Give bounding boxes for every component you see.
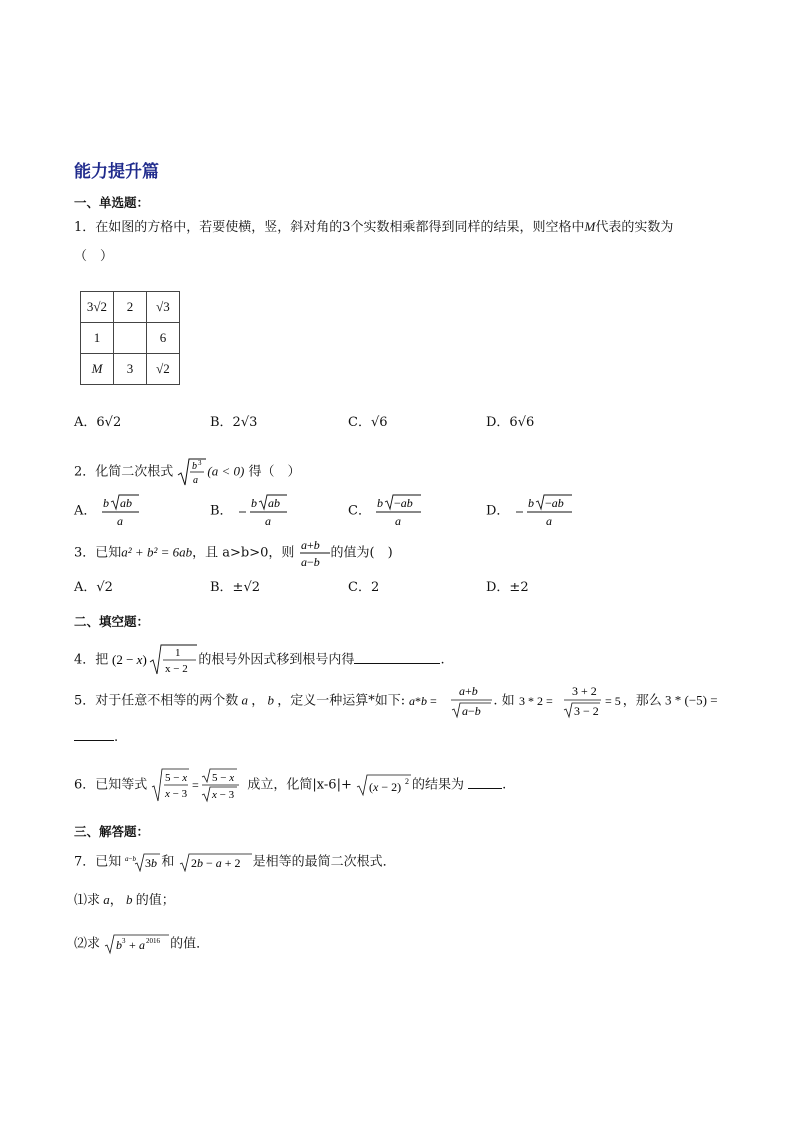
svg-text:5 − x: 5 − x (165, 772, 188, 784)
question-5-text3: . 如 (493, 693, 515, 709)
svg-text:2016: 2016 (146, 937, 161, 945)
question-4 (74, 644, 445, 676)
question-5-end: . (114, 730, 119, 745)
grid-cell (147, 354, 180, 385)
magic-square-grid (80, 291, 180, 385)
radical-b3-plus-a2016 (104, 933, 170, 955)
page-title: 能力提升篇 (74, 162, 159, 182)
question-2-text: 2．化简二次根式 (74, 464, 174, 480)
question-3-text2: ，且 a>b>0，则 (192, 545, 295, 561)
q3-option-b: B．±√2 (210, 580, 261, 595)
q1-option-a: A．6√2 (74, 415, 122, 430)
question-6-end: . (502, 777, 507, 793)
section-heading-solution: 三、解答题： (74, 824, 150, 839)
svg-text:ab: ab (119, 496, 132, 510)
svg-text:5 − x: 5 − x (212, 772, 235, 784)
svg-text:a+b: a+b (459, 684, 479, 698)
grid-cell-value: 2 (126, 299, 134, 314)
question-7-part-2-text: ⑵求 (74, 936, 101, 952)
answer-blank[interactable] (74, 740, 114, 741)
question-1-paren: （ ） (74, 249, 114, 264)
grid-cell (114, 354, 147, 385)
operation-example (519, 683, 623, 719)
svg-text:a−b: a−b (125, 855, 137, 863)
section-heading-fill-blank: 二、填空题： (74, 614, 150, 629)
q1-option-b: B．2√3 (210, 415, 258, 430)
q2-option-a (74, 494, 141, 528)
question-7-text: 7．已知 (74, 854, 122, 870)
svg-text:+: + (129, 938, 136, 952)
q2-option-d (486, 494, 574, 528)
svg-text:x − 3: x − 3 (212, 789, 235, 801)
grid-cell (81, 323, 114, 354)
q2-option-d-label: D． (486, 503, 510, 519)
q2-option-c-label: C． (348, 503, 371, 519)
question-3 (74, 537, 393, 569)
fraction-a-plus-b-over-a-minus-b (299, 537, 331, 569)
svg-text:b: b (377, 496, 384, 510)
grid-cell-value: M (91, 361, 103, 376)
question-7-part-1-text: ⑴求 (74, 893, 101, 908)
question-4-text: 4．把 (74, 652, 109, 668)
sqrt-x-minus-2-squared (356, 773, 412, 797)
question-7-part-1: ⑴求 a， b 的值； (74, 892, 175, 908)
section-heading-single-choice: 一、单选题： (74, 195, 150, 210)
svg-text:2: 2 (404, 777, 409, 786)
svg-text:b: b (116, 938, 123, 952)
grid-cell (114, 292, 147, 323)
expr-2-minus-x-sqrt (112, 644, 198, 676)
question-5-text4: ，那么 (622, 693, 662, 709)
svg-text:a: a (139, 938, 146, 952)
answer-blank[interactable] (354, 663, 440, 664)
svg-text:=: = (192, 778, 200, 792)
q2-option-b (210, 494, 289, 528)
svg-text:b: b (102, 496, 109, 510)
grid-cell-value: 6 (159, 330, 167, 345)
answer-blank[interactable] (468, 788, 502, 789)
svg-text:3: 3 (198, 459, 202, 467)
svg-text:2b − a + 2: 2b − a + 2 (190, 856, 241, 870)
svg-text:ab: ab (267, 496, 280, 510)
question-3-text: 3．已知 (74, 545, 122, 561)
question-7-part-1-text2: 的值； (135, 893, 175, 908)
radical-2b-minus-a-plus-2 (179, 852, 253, 872)
question-5-answer (74, 729, 118, 747)
q2-option-b-label: B． (210, 503, 233, 519)
q1-option-c: C．√6 (348, 415, 388, 430)
question-6-text: 6．已知等式 (74, 777, 148, 793)
svg-text:b: b (192, 461, 198, 472)
question-7-text3: 是相等的最简二次根式． (252, 854, 396, 870)
question-7 (74, 852, 396, 872)
svg-text:x − 2: x − 2 (165, 663, 189, 675)
svg-text:x − 3: x − 3 (165, 788, 188, 800)
question-5-text2: ，定义一种运算*如下: (277, 693, 406, 709)
grid-cell-value: 3√2 (86, 299, 108, 314)
grid-cell (147, 323, 180, 354)
svg-text:1: 1 (175, 647, 181, 659)
q2-option-c-expr (375, 494, 423, 528)
grid-cell-value: √2 (156, 361, 170, 376)
grid-cell (147, 292, 180, 323)
question-1-text2: 代表的实数为 (595, 220, 674, 235)
question-7-text2: 和 (161, 854, 175, 870)
svg-text:a: a (545, 514, 552, 528)
q2-option-a-label: A． (74, 503, 97, 519)
svg-text:a: a (264, 514, 271, 528)
grid-cell (81, 292, 114, 323)
question-2-text2: 得（ ） (248, 464, 301, 480)
question-1-text: 1．在如图的方格中，若要使横，竖，斜对角的3个实数相乘都得到同样的结果，则空格中 (74, 220, 585, 235)
q2-option-c (348, 494, 423, 528)
question-4-end: . (440, 652, 445, 668)
question-5-text: 5．对于任意不相等的两个数 (74, 693, 239, 709)
q3-option-a: A．√2 (74, 580, 113, 595)
grid-cell-empty (114, 323, 147, 354)
question-2 (74, 457, 301, 487)
question-7-part-2 (74, 933, 209, 955)
svg-text:a+b: a+b (300, 538, 320, 552)
svg-text:−ab: −ab (544, 496, 564, 510)
q2-option-a-expr (101, 494, 141, 528)
svg-text:a: a (193, 475, 199, 486)
operation-definition (409, 683, 493, 719)
q2-option-b-expr (237, 494, 289, 528)
q3-option-c: C．2 (348, 580, 380, 595)
svg-text:b: b (527, 496, 534, 510)
question-6-text2: 成立，化简|x-6|+ (247, 777, 352, 793)
svg-text:(2 − x): (2 − x) (112, 652, 148, 667)
grid-cell (81, 354, 114, 385)
question-4-text2: 的根号外因式移到根号内得 (198, 652, 355, 668)
svg-text:3: 3 (122, 937, 126, 945)
question-6-text3: 的结果为 (411, 777, 464, 793)
q3-option-d: D．±2 (486, 580, 529, 595)
svg-text:−ab: −ab (394, 496, 413, 510)
svg-text:3 + 2: 3 + 2 (571, 684, 597, 698)
q1-option-d: D．6√6 (486, 415, 535, 430)
question-1 (74, 218, 673, 237)
grid-cell-value: 3 (126, 361, 134, 376)
svg-text:a: a (395, 514, 402, 528)
svg-text:3 − 2: 3 − 2 (573, 704, 599, 718)
svg-text:(x − 2): (x − 2) (368, 780, 402, 794)
radical-b2-over-a (177, 457, 207, 487)
question-7-part-2-text2: 的值． (170, 936, 210, 952)
radical-a-index-3b (125, 852, 161, 872)
svg-text:a: a (116, 514, 123, 528)
question-3-equation: a² + b² = 6ab (121, 544, 193, 560)
svg-text:3b: 3b (145, 856, 158, 870)
question-5: 5．对于任意不相等的两个数 a ， b ，定义一种运算*如下: a*b = a+b a−b . 如 3 * 2 = 3 + 2 3 − 2 = 5 ，那么 3 * (−5) = (74, 684, 718, 718)
question-2-condition: (a < 0) (207, 463, 245, 479)
svg-text:3 * 2 =: 3 * 2 = (518, 694, 553, 708)
svg-text:b: b (250, 496, 257, 510)
svg-text:= 5: = 5 (604, 694, 621, 708)
svg-text:a*b =: a*b = (409, 694, 438, 708)
q2-option-d-expr (514, 494, 574, 528)
grid-cell-value: 1 (93, 330, 101, 345)
svg-text:a−b: a−b (462, 704, 482, 718)
svg-text:a−b: a−b (300, 555, 320, 569)
question-6 (74, 767, 506, 803)
question-1-var: M (584, 219, 596, 234)
question-3-text3: 的值为( ) (330, 545, 393, 561)
equation-sqrt-fraction (151, 767, 247, 803)
grid-cell-value: √3 (156, 299, 170, 314)
